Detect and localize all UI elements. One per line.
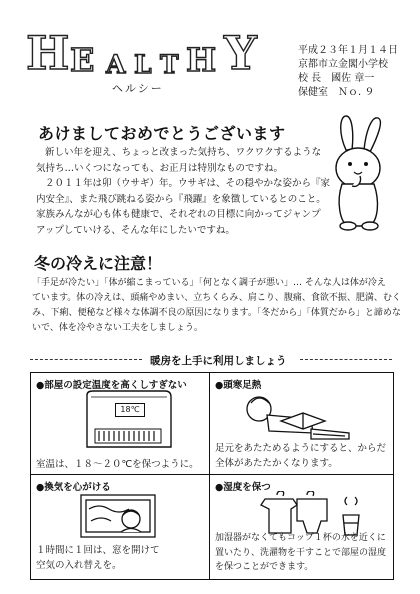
cold-line: 「手足が冷たい」「体が縮こまっている」「何となく調子が悪い」… そんな人は体が冷え	[32, 278, 386, 288]
tip-text	[36, 457, 199, 472]
title-letter: H	[186, 41, 217, 79]
tip-line: 置いたり、洗濯物を干すことで部屋の湿度	[215, 547, 387, 558]
title-letter: L	[134, 50, 152, 79]
tip-line: １時間に１回は、窓を開けて	[36, 545, 160, 556]
title-letter: A	[106, 50, 126, 79]
title-letter: E	[70, 41, 95, 79]
tip-line: 室温は、１８～２０℃を保つように。	[36, 459, 199, 470]
masthead-subtitle: ヘルシー	[112, 82, 164, 95]
greeting-line: 新しい年を迎え、ちょっと改まった気持ち、ワクワクするような	[45, 147, 322, 158]
title-letter: H	[26, 26, 70, 80]
temperature-display	[115, 403, 145, 417]
tip-text	[36, 543, 160, 573]
issue-number: 保健室 Ｎｏ. ９	[298, 87, 375, 98]
greeting-line: 家族みんなが心も体も健康で、それぞれの目標に向かってジャンプ	[36, 209, 321, 220]
tip-title: ●頭寒足熱	[215, 380, 262, 391]
heater-illustration	[81, 389, 176, 453]
tip-line: 空気の入れ替えを。	[36, 560, 122, 571]
tip-text	[215, 531, 386, 575]
title-rule-right	[300, 359, 392, 360]
issue-date: 平成２３年１月１４日	[298, 45, 398, 56]
grid-divider-vertical	[209, 373, 210, 579]
cold-line: み、下痢、便秘など様々な体調不良の原因になります。「冬だから」「体質だから」と諦めな	[32, 308, 401, 318]
title-letter: Y	[224, 26, 257, 80]
cold-line: いで、体を冷やさない工夫をしましょう。	[32, 323, 203, 333]
principal-name: 校 長 國佐 章一	[298, 73, 375, 84]
tip-title: ●部屋の設定温度を高くしすぎない	[36, 380, 187, 391]
temperature-display-value: 18℃	[120, 405, 140, 414]
greeting-line: アップしていける、そんな年にしたいですね。	[36, 224, 235, 236]
rabbit-illustration	[318, 112, 398, 232]
header-info	[298, 44, 398, 100]
tip-line: を保つことができます。	[215, 562, 314, 572]
child-reading-illustration	[241, 389, 361, 445]
window-illustration	[79, 493, 159, 539]
title-letter: T	[160, 50, 179, 79]
cold-banner: 冬の冷えに注意！	[34, 254, 163, 273]
tip-line: 全体があたたかくなります。	[215, 458, 338, 469]
greeting-body	[36, 145, 331, 238]
grid-divider-horizontal	[31, 474, 393, 475]
greeting-heading: あけましておめでとうございます	[38, 124, 286, 143]
tip-line: 加湿器がなくてもコップ１杯の水を近くに	[215, 533, 386, 543]
cold-body	[32, 276, 402, 336]
school-name: 京都市立金閣小学校	[298, 59, 388, 70]
greeting-line: 気持ち…いくつになっても、お正月は特別なものですね。	[36, 162, 284, 174]
heater-title: 暖房を上手に利用しましょう	[150, 355, 287, 367]
tips-grid	[30, 372, 394, 580]
greeting-line: ２０１１年は卯（ウサギ）年。ウサギは、その穏やかな姿から『家	[45, 178, 331, 189]
title-rule-left	[30, 359, 142, 360]
tip-text	[215, 441, 386, 471]
greeting-line: 内安全』、また飛び跳ねる姿から『飛躍』を象徴しているとのこと。	[36, 193, 326, 205]
cold-line: ています。体の冷えは、頭痛やめまい、立ちくらみ、肩こり、腹痛、食欲不振、肥満、むく	[32, 293, 401, 303]
tip-title: ●湿度を保つ	[215, 482, 271, 493]
tip-title: ●換気を心がける	[36, 482, 111, 493]
tip-line: 足元をあたためるようにすると、からだ	[215, 443, 387, 454]
